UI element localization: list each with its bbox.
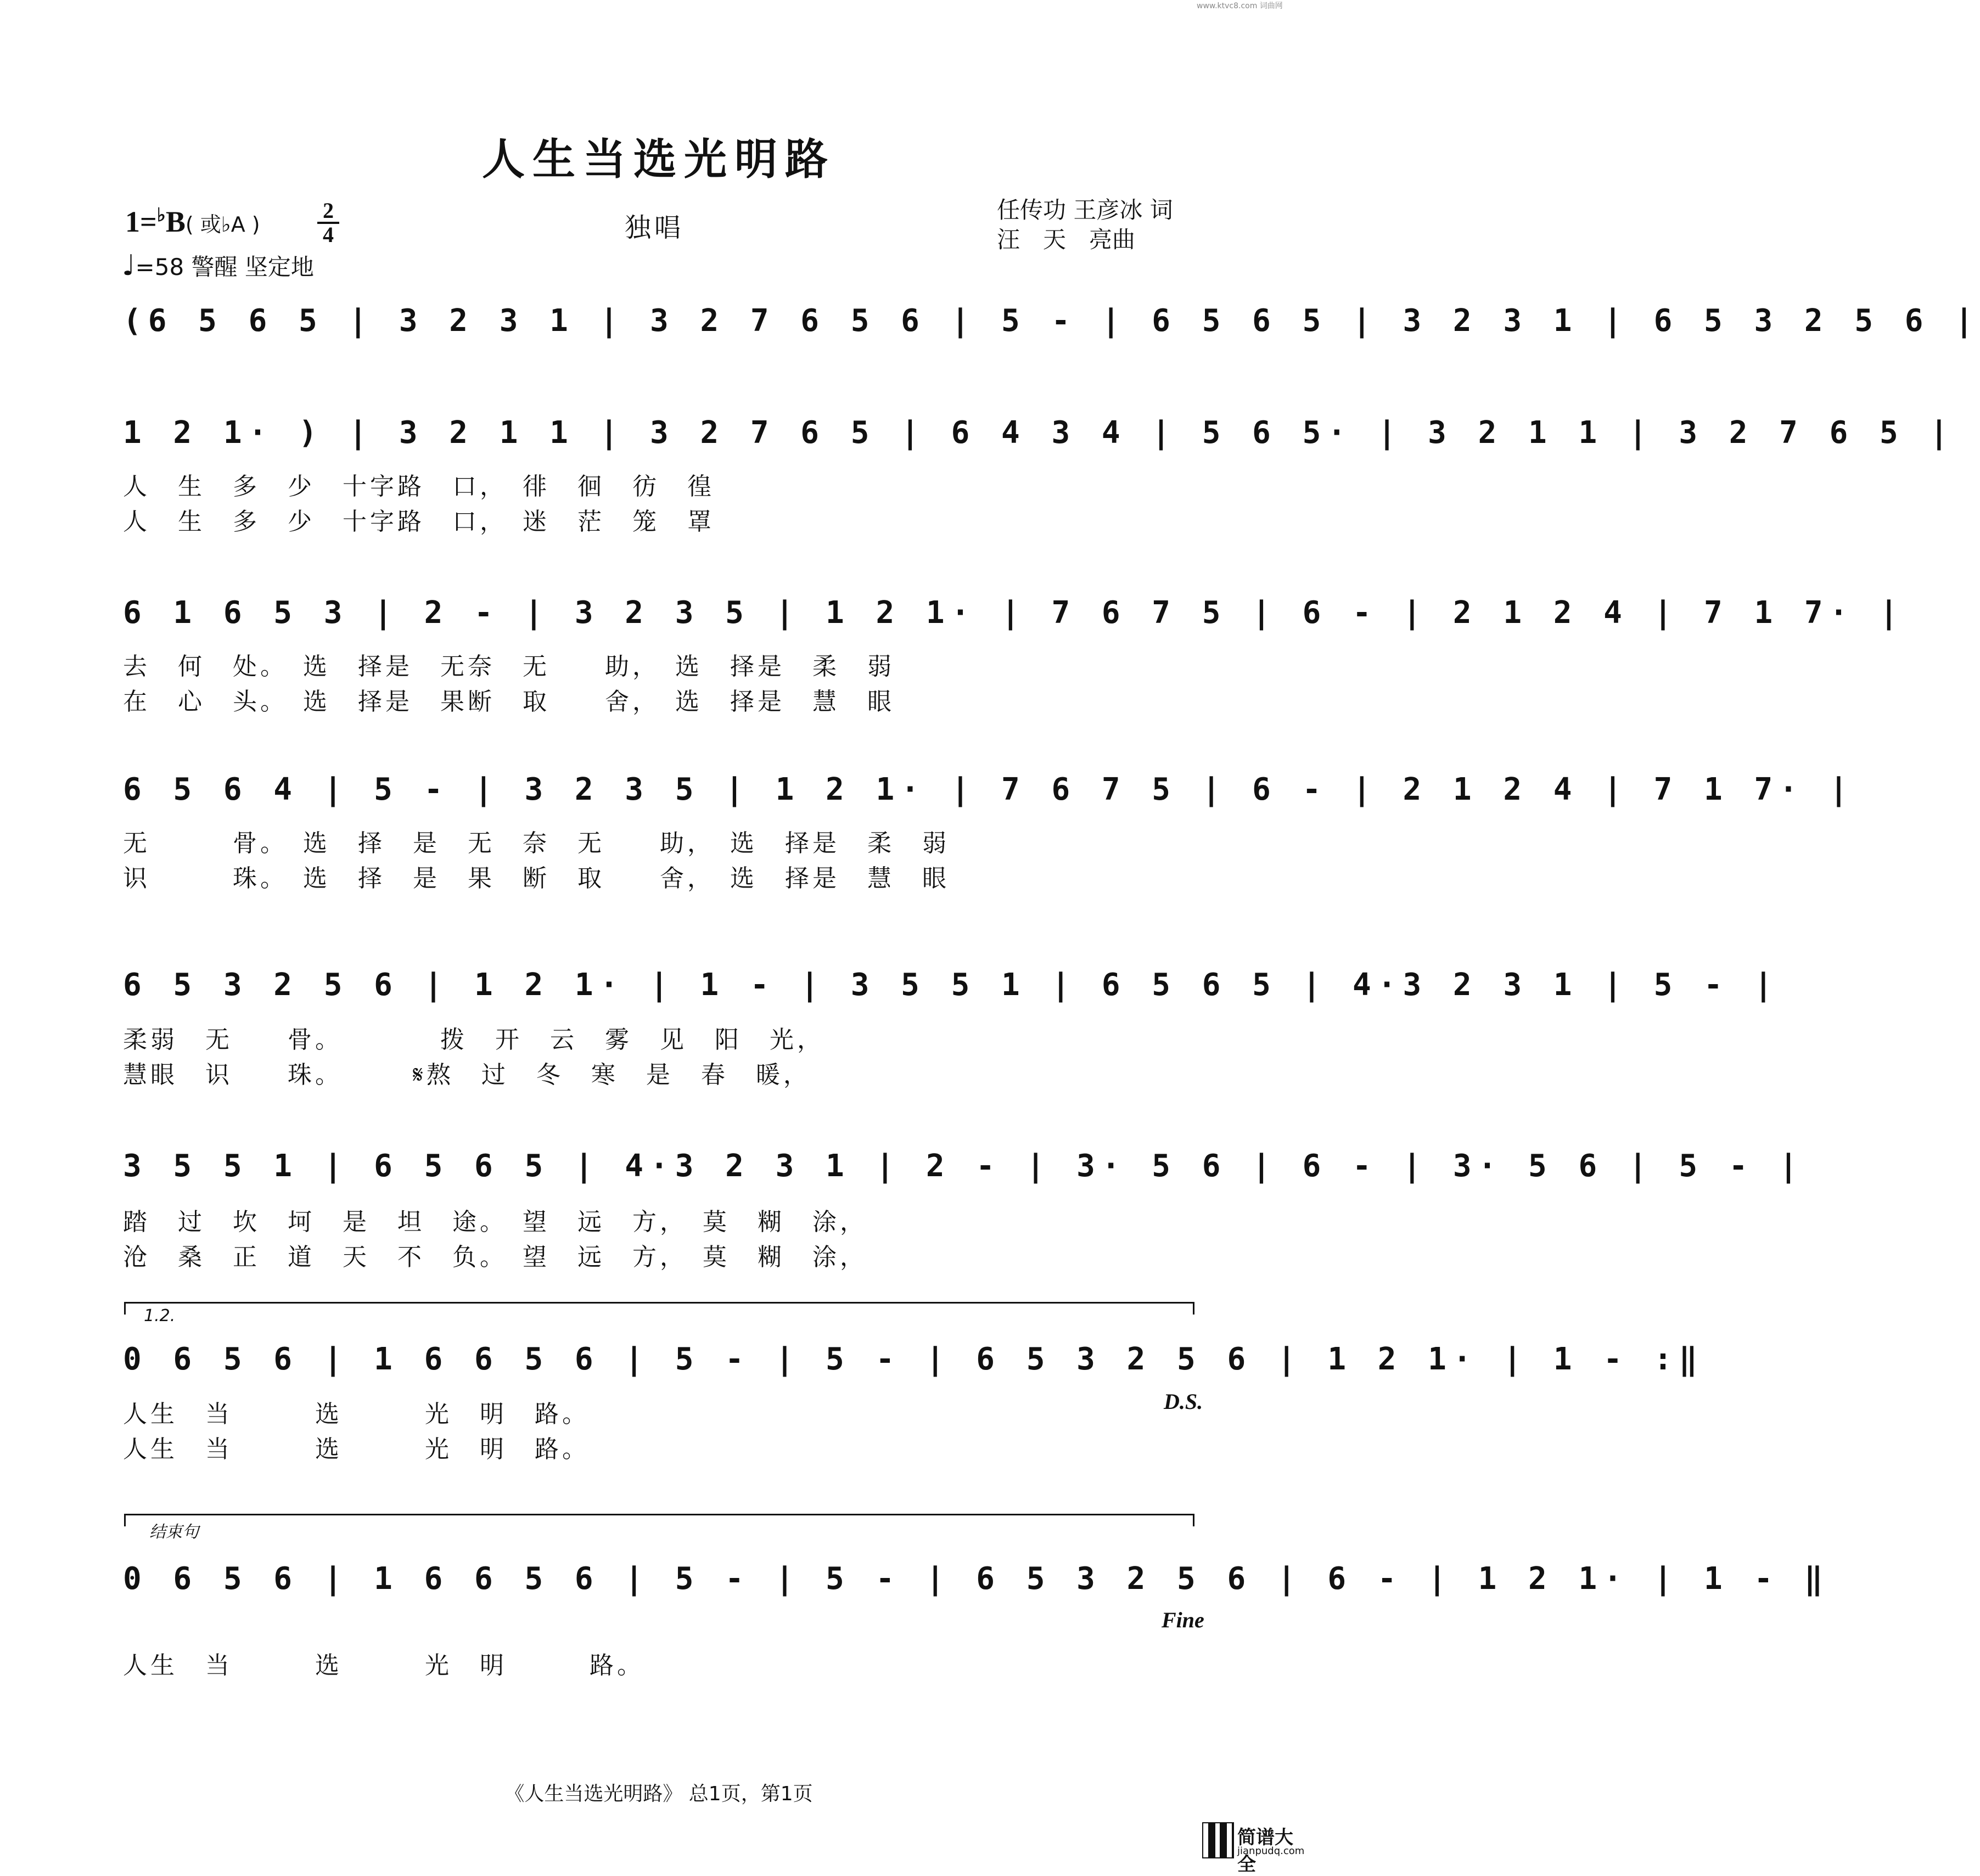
lyric-row-5-verse-2: 慧眼 识 珠。 𝄋熬 过 冬 寒 是 春 暖，	[123, 1061, 811, 1089]
tempo-text: =58 警醒 坚定地	[135, 254, 314, 280]
volta-label-ending: 结束句	[149, 1523, 199, 1542]
volta-bracket-ending	[124, 1514, 1194, 1526]
tempo-marking	[122, 249, 314, 282]
brand-url: jianpudq.com	[1237, 1845, 1305, 1857]
composer: 汪 天 亮曲	[997, 226, 1136, 253]
lyric-row-6-verse-2: 沧 桑 正 道 天 不 负。 望 远 方， 莫 糊 涂，	[123, 1243, 867, 1271]
staff-row-8: 0 6 5 6 | 1 6 6 5 6 | 5 - | 5 - | 6 5 3 2 5 6 | 6 - | 1 2 1· | 1 - ‖	[123, 1561, 1830, 1597]
lyric-row-3-verse-1: 去 何 处。 选 择是 无奈 无 助， 选 择是 柔 弱	[123, 653, 895, 681]
lyric-row-7-verse-2: 人生 当 选 光 明 路。	[123, 1435, 590, 1463]
lyric-row-6-verse-1: 踏 过 坎 坷 是 坦 途。 望 远 方， 莫 糊 涂，	[123, 1208, 867, 1236]
key-alt: ( 或♭A )	[185, 212, 260, 237]
lyric-row-4-verse-1: 无 骨。 选 择 是 无 奈 无 助， 选 择是 柔 弱	[123, 829, 950, 857]
volta-bracket-1	[124, 1302, 1194, 1315]
key-prefix: 1=	[125, 205, 157, 238]
staff-row-1: (6 5 6 5 | 3 2 3 1 | 3 2 7 6 5 6 | 5 - | 6 5 6 5 | 3 2 3 1 | 6 5 3 2 5 6 |	[123, 303, 1980, 339]
key-main: B	[165, 205, 186, 238]
key-signature	[125, 204, 260, 239]
song-title: 人生当选光明路	[481, 134, 835, 184]
staff-row-5: 6 5 3 2 5 6 | 1 2 1· | 1 - | 3 5 5 1 | 6 5 6 5 | 4·3 2 3 1 | 5 - |	[123, 967, 1780, 1003]
volta-label-1: 1.2.	[144, 1306, 176, 1325]
brand-title: 简谱大全	[1237, 1827, 1293, 1875]
flat-icon: ♭	[156, 205, 166, 226]
staff-row-4: 6 5 6 4 | 5 - | 3 2 3 5 | 1 2 1· | 7 6 7 5 | 6 - | 2 1 2 4 | 7 1 7· |	[123, 772, 1855, 807]
ds-mark: D.S.	[1164, 1389, 1203, 1414]
quarter-note-icon: ♩	[122, 249, 136, 282]
lyric-row-2-verse-2: 人 生 多 少 十字路 口， 迷 茫 笼 罩	[123, 508, 715, 536]
lyric-row-7-verse-1: 人生 当 选 光 明 路。	[123, 1400, 590, 1428]
performance-type: 独唱	[625, 212, 685, 243]
lyricist: 任传功 王彦冰 词	[997, 196, 1173, 223]
lyric-row-8: 人生 当 选 光 明 路。	[123, 1652, 644, 1680]
staff-row-3: 6 1 6 5 3 | 2 - | 3 2 3 5 | 1 2 1· | 7 6 7 5 | 6 - | 2 1 2 4 | 7 1 7· |	[123, 595, 1905, 631]
lyric-row-3-verse-2: 在 心 头。 选 择是 果断 取 舍， 选 择是 慧 眼	[123, 688, 895, 716]
staff-row-7: 0 6 5 6 | 1 6 6 5 6 | 5 - | 5 - | 6 5 3 2 5 6 | 1 2 1· | 1 - :‖	[123, 1341, 1704, 1377]
piano-icon	[1202, 1822, 1234, 1858]
lyric-row-4-verse-2: 识 珠。 选 择 是 果 断 取 舍， 选 择是 慧 眼	[123, 864, 950, 892]
lyric-row-2-verse-1: 人 生 多 少 十字路 口， 徘 徊 彷 徨	[123, 473, 715, 501]
page-footer: 《人生当选光明路》 总1页，第1页	[504, 1783, 813, 1805]
time-bottom: 4	[323, 222, 334, 247]
credits	[997, 195, 1173, 255]
lyric-row-5-verse-1: 柔弱 无 骨。 拨 开 云 雾 见 阳 光，	[123, 1026, 824, 1054]
staff-row-2: 1 2 1· ) | 3 2 1 1 | 3 2 7 6 5 | 6 4 3 4 | 5 6 5· | 3 2 1 1 | 3 2 7 6 5 |	[123, 415, 1955, 451]
staff-row-6: 3 5 5 1 | 6 5 6 5 | 4·3 2 3 1 | 2 - | 3· 5 6 | 6 - | 3· 5 6 | 5 - |	[123, 1148, 1804, 1184]
fine-mark: Fine	[1162, 1608, 1204, 1632]
brand-logo	[1202, 1822, 1310, 1875]
time-top: 2	[323, 198, 334, 223]
site-note: www.ktvc8.com 词曲网	[1197, 2, 1283, 10]
time-signature	[317, 198, 339, 247]
